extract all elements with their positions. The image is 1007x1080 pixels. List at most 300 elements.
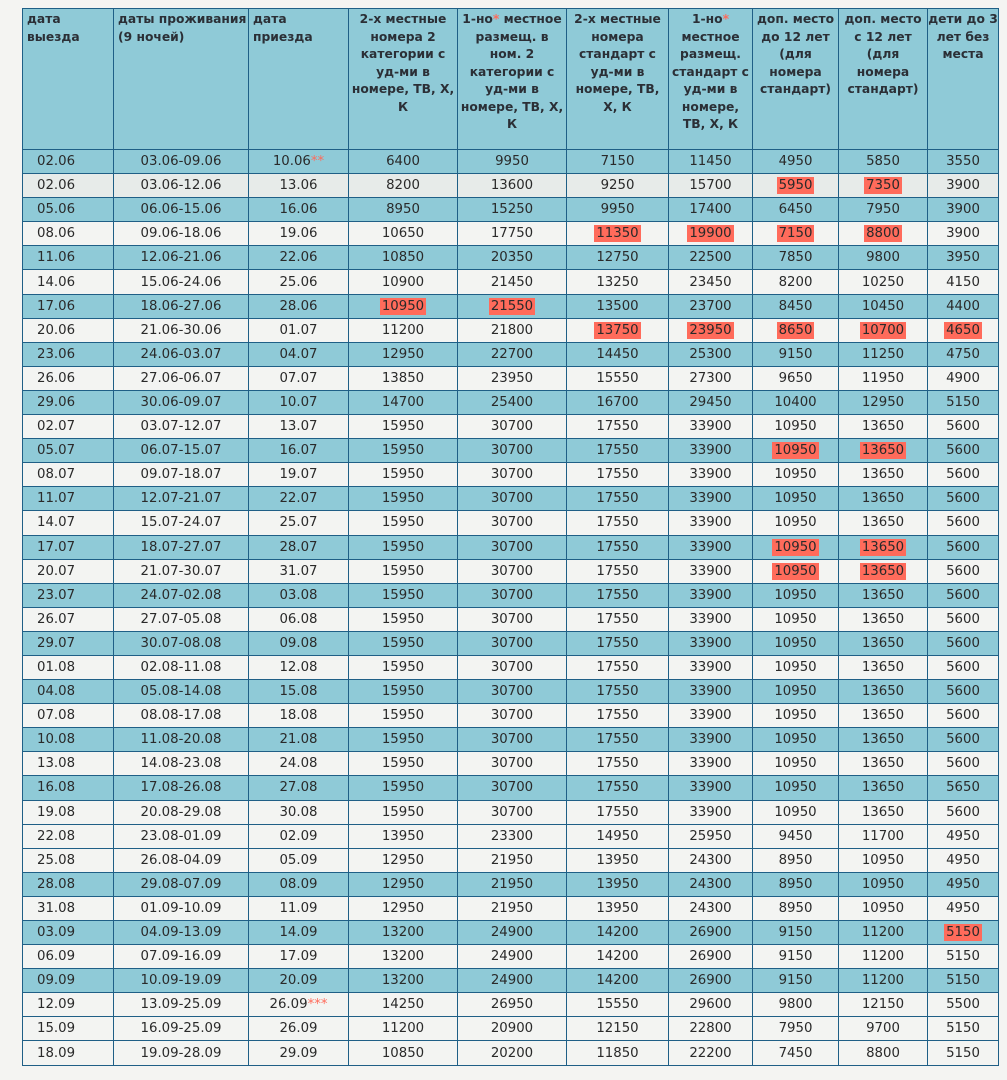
cell-extra-bed-over-12: 11950 [839,366,928,390]
cell-arrival-date: 27.08 [249,776,349,800]
cell-stay-dates: 18.07-27.07 [114,535,249,559]
cell-single-cat2: 21950 [458,872,567,896]
cell-arrival-date: 30.08 [249,800,349,824]
table-row [23,174,999,198]
cell-double-standard: 17550 [567,559,669,583]
cell-departure-date: 26.06 [23,366,114,390]
cell-departure-date: 02.06 [23,150,114,174]
cell-arrival-date: 18.08 [249,704,349,728]
cell-single-cat2: 30700 [458,800,567,824]
cell-double-standard: 14450 [567,342,669,366]
cell-arrival-date: 25.06 [249,270,349,294]
cell-single-standard: 33900 [669,583,753,607]
cell-stay-dates: 09.07-18.07 [114,463,249,487]
table-row [23,390,999,414]
cell-single-standard: 33900 [669,439,753,463]
cell-departure-date: 31.08 [23,896,114,920]
cell-departure-date: 29.06 [23,390,114,414]
cell-double-cat2 [349,294,458,318]
cell-extra-bed-over-12: 13650 [839,511,928,535]
highlighted-price: 13650 [861,443,905,459]
cell-single-cat2: 30700 [458,439,567,463]
highlighted-price: 10950 [381,298,425,314]
cell-double-standard: 14950 [567,824,669,848]
table-row [23,463,999,487]
cell-double-standard: 12750 [567,246,669,270]
cell-double-standard: 12150 [567,1017,669,1041]
cell-extra-bed-over-12: 8800 [839,1041,928,1065]
cell-single-cat2: 30700 [458,728,567,752]
cell-children-under-3 [928,921,999,945]
cell-single-cat2: 30700 [458,535,567,559]
cell-extra-bed-over-12: 11200 [839,921,928,945]
cell-double-cat2: 15950 [349,487,458,511]
cell-children-under-3: 3900 [928,222,999,246]
cell-departure-date: 07.08 [23,704,114,728]
cell-single-standard: 29600 [669,993,753,1017]
table-row [23,607,999,631]
cell-arrival-date: 28.06 [249,294,349,318]
cell-departure-date: 06.09 [23,945,114,969]
cell-children-under-3: 4900 [928,366,999,390]
cell-departure-date: 11.06 [23,246,114,270]
cell-extra-bed-over-12 [839,222,928,246]
cell-departure-date: 17.07 [23,535,114,559]
cell-arrival-date: 16.07 [249,439,349,463]
cell-single-cat2: 30700 [458,607,567,631]
highlighted-price: 23950 [689,322,732,338]
cell-single-cat2: 17750 [458,222,567,246]
cell-stay-dates: 06.06-15.06 [114,198,249,222]
cell-children-under-3: 3950 [928,246,999,270]
cell-double-standard: 17550 [567,511,669,535]
cell-double-cat2: 13200 [349,945,458,969]
cell-departure-date: 14.06 [23,270,114,294]
cell-arrival-date: 19.06 [249,222,349,246]
cell-extra-bed-over-12: 12150 [839,993,928,1017]
cell-double-standard: 15550 [567,993,669,1017]
cell-children-under-3: 5500 [928,993,999,1017]
cell-extra-bed-over-12: 10950 [839,896,928,920]
cell-departure-date: 03.09 [23,921,114,945]
cell-single-standard [669,222,753,246]
cell-extra-bed-under-12: 10950 [753,800,839,824]
cell-single-standard: 26900 [669,969,753,993]
table-row [23,752,999,776]
table-row [23,993,999,1017]
cell-departure-date: 10.08 [23,728,114,752]
cell-extra-bed-under-12: 10950 [753,487,839,511]
cell-arrival-date: 11.09 [249,896,349,920]
cell-extra-bed-over-12: 13650 [839,704,928,728]
highlighted-price: 21550 [490,298,534,314]
cell-arrival-date: 25.07 [249,511,349,535]
cell-double-cat2: 11200 [349,1017,458,1041]
cell-double-standard: 17550 [567,752,669,776]
cell-double-standard [567,318,669,342]
cell-double-cat2: 15950 [349,752,458,776]
highlighted-price: 7350 [866,178,900,194]
cell-children-under-3: 5150 [928,945,999,969]
cell-double-standard: 17550 [567,487,669,511]
cell-extra-bed-over-12: 10450 [839,294,928,318]
cell-extra-bed-over-12: 13650 [839,631,928,655]
cell-children-under-3: 4950 [928,872,999,896]
cell-extra-bed-under-12: 6450 [753,198,839,222]
cell-departure-date: 01.08 [23,655,114,679]
cell-departure-date: 14.07 [23,511,114,535]
cell-extra-bed-over-12: 5850 [839,150,928,174]
cell-children-under-3: 5600 [928,631,999,655]
cell-departure-date: 08.06 [23,222,114,246]
cell-extra-bed-over-12: 13650 [839,728,928,752]
cell-arrival-date: 10.06** [249,150,349,174]
table-row [23,366,999,390]
cell-extra-bed-over-12: 11200 [839,945,928,969]
cell-single-cat2: 20200 [458,1041,567,1065]
cell-extra-bed-over-12: 11700 [839,824,928,848]
cell-extra-bed-over-12: 13650 [839,752,928,776]
cell-extra-bed-over-12: 10250 [839,270,928,294]
cell-double-cat2: 10850 [349,1041,458,1065]
table-row [23,776,999,800]
table-row [23,198,999,222]
header-stay-dates: даты проживания (9 ночей) [114,9,249,150]
highlighted-price: 13750 [596,322,639,338]
cell-extra-bed-over-12 [839,535,928,559]
cell-double-cat2: 12950 [349,896,458,920]
cell-children-under-3: 3900 [928,174,999,198]
cell-double-standard: 17550 [567,728,669,752]
cell-extra-bed-under-12: 4950 [753,150,839,174]
cell-double-standard: 13950 [567,848,669,872]
cell-children-under-3: 4400 [928,294,999,318]
cell-children-under-3: 3900 [928,198,999,222]
cell-stay-dates: 12.06-21.06 [114,246,249,270]
cell-single-standard: 23700 [669,294,753,318]
cell-extra-bed-under-12: 10950 [753,680,839,704]
cell-extra-bed-over-12: 13650 [839,607,928,631]
cell-stay-dates: 14.08-23.08 [114,752,249,776]
cell-single-standard: 25300 [669,342,753,366]
table-row [23,945,999,969]
cell-stay-dates: 21.07-30.07 [114,559,249,583]
cell-departure-date: 25.08 [23,848,114,872]
highlighted-price: 10950 [774,539,817,555]
cell-arrival-date: 03.08 [249,583,349,607]
cell-extra-bed-under-12 [753,222,839,246]
cell-extra-bed-under-12: 7950 [753,1017,839,1041]
cell-single-standard: 33900 [669,800,753,824]
cell-extra-bed-under-12: 9150 [753,921,839,945]
cell-arrival-date: 09.08 [249,631,349,655]
cell-extra-bed-over-12 [839,174,928,198]
cell-single-cat2: 23300 [458,824,567,848]
cell-extra-bed-over-12: 13650 [839,655,928,679]
cell-children-under-3: 4750 [928,342,999,366]
cell-departure-date: 11.07 [23,487,114,511]
cell-extra-bed-under-12: 10950 [753,607,839,631]
cell-single-standard: 33900 [669,415,753,439]
cell-double-standard: 17550 [567,631,669,655]
cell-stay-dates: 15.07-24.07 [114,511,249,535]
cell-single-cat2: 24900 [458,921,567,945]
cell-single-standard: 22800 [669,1017,753,1041]
cell-children-under-3: 4150 [928,270,999,294]
table-row [23,150,999,174]
table-row [23,872,999,896]
cell-double-standard: 13950 [567,896,669,920]
cell-single-cat2: 30700 [458,511,567,535]
cell-double-standard [567,222,669,246]
cell-extra-bed-over-12: 9800 [839,246,928,270]
cell-departure-date: 05.06 [23,198,114,222]
highlighted-price: 11350 [596,226,639,242]
highlighted-price: 13650 [861,563,905,579]
cell-double-standard: 14200 [567,969,669,993]
cell-single-standard: 33900 [669,776,753,800]
cell-single-cat2: 20350 [458,246,567,270]
cell-single-standard [669,318,753,342]
cell-double-cat2: 14250 [349,993,458,1017]
cell-double-standard: 17550 [567,535,669,559]
cell-double-cat2: 15950 [349,511,458,535]
table-row [23,559,999,583]
cell-extra-bed-under-12: 8200 [753,270,839,294]
cell-extra-bed-under-12 [753,318,839,342]
cell-single-cat2: 30700 [458,776,567,800]
cell-children-under-3: 5600 [928,487,999,511]
price-table-container [22,8,1000,1066]
cell-stay-dates: 05.08-14.08 [114,680,249,704]
cell-double-cat2: 13200 [349,921,458,945]
table-row [23,1017,999,1041]
cell-single-cat2: 21800 [458,318,567,342]
cell-single-cat2: 24900 [458,945,567,969]
table-row [23,969,999,993]
cell-arrival-date: 12.08 [249,655,349,679]
cell-single-standard: 24300 [669,872,753,896]
cell-extra-bed-over-12: 10950 [839,872,928,896]
cell-departure-date: 04.08 [23,680,114,704]
cell-single-standard: 25950 [669,824,753,848]
price-table-body [23,150,999,1066]
cell-arrival-date: 26.09*** [249,993,349,1017]
cell-single-standard: 33900 [669,487,753,511]
cell-arrival-date: 06.08 [249,607,349,631]
cell-double-standard: 17550 [567,583,669,607]
cell-single-standard: 33900 [669,607,753,631]
cell-double-cat2: 15950 [349,776,458,800]
highlighted-price: 10950 [774,443,817,459]
cell-children-under-3: 5600 [928,728,999,752]
cell-departure-date: 12.09 [23,993,114,1017]
cell-double-standard: 13500 [567,294,669,318]
header-arrival-date: дата приезда [249,9,349,150]
table-row [23,511,999,535]
cell-extra-bed-over-12: 13650 [839,415,928,439]
cell-arrival-date: 28.07 [249,535,349,559]
cell-extra-bed-under-12: 10950 [753,631,839,655]
cell-extra-bed-under-12: 10950 [753,704,839,728]
cell-extra-bed-over-12 [839,318,928,342]
cell-extra-bed-under-12: 9150 [753,945,839,969]
cell-arrival-date: 05.09 [249,848,349,872]
cell-double-standard: 9950 [567,198,669,222]
cell-double-standard: 9250 [567,174,669,198]
cell-children-under-3: 5600 [928,607,999,631]
cell-extra-bed-under-12: 9450 [753,824,839,848]
cell-children-under-3: 4950 [928,848,999,872]
cell-double-standard: 17550 [567,680,669,704]
cell-single-cat2: 30700 [458,752,567,776]
header-double-cat2: 2-х местные номера 2 категории с уд-ми в номере, ТВ, Х, К [349,9,458,150]
cell-stay-dates: 02.08-11.08 [114,655,249,679]
cell-children-under-3: 5150 [928,969,999,993]
table-row [23,824,999,848]
cell-stay-dates: 07.09-16.09 [114,945,249,969]
table-row [23,800,999,824]
cell-double-cat2: 10900 [349,270,458,294]
cell-extra-bed-over-12: 13650 [839,680,928,704]
cell-single-standard: 23450 [669,270,753,294]
cell-single-cat2: 30700 [458,631,567,655]
cell-double-cat2: 15950 [349,583,458,607]
cell-arrival-date: 02.09 [249,824,349,848]
header-row [23,9,999,150]
cell-single-standard: 22200 [669,1041,753,1065]
header-departure-date: дата выезда [23,9,114,150]
cell-single-cat2: 30700 [458,463,567,487]
cell-double-cat2: 10650 [349,222,458,246]
cell-stay-dates: 30.06-09.07 [114,390,249,414]
header-double-standard: 2-х местные номера стандарт с уд-ми в номере, ТВ, Х, К [567,9,669,150]
cell-departure-date: 20.07 [23,559,114,583]
cell-stay-dates: 09.06-18.06 [114,222,249,246]
cell-extra-bed-over-12: 13650 [839,487,928,511]
cell-extra-bed-under-12: 8950 [753,872,839,896]
cell-arrival-date: 24.08 [249,752,349,776]
cell-double-standard: 16700 [567,390,669,414]
cell-stay-dates: 13.09-25.09 [114,993,249,1017]
cell-extra-bed-under-12: 9150 [753,969,839,993]
cell-arrival-date: 16.06 [249,198,349,222]
cell-extra-bed-over-12: 9700 [839,1017,928,1041]
cell-double-standard: 17550 [567,607,669,631]
cell-single-standard: 33900 [669,559,753,583]
highlighted-price: 4650 [946,322,980,338]
cell-double-cat2: 15950 [349,559,458,583]
table-row [23,583,999,607]
cell-single-cat2: 24900 [458,969,567,993]
cell-extra-bed-under-12: 8450 [753,294,839,318]
cell-departure-date: 23.06 [23,342,114,366]
highlighted-price: 7150 [778,226,813,242]
cell-arrival-date: 29.09 [249,1041,349,1065]
cell-extra-bed-under-12: 9800 [753,993,839,1017]
cell-single-cat2: 30700 [458,487,567,511]
footnote-asterisk: * [722,12,730,26]
table-row [23,896,999,920]
highlighted-price: 19900 [689,226,732,242]
cell-double-standard: 17550 [567,704,669,728]
cell-departure-date: 02.06 [23,174,114,198]
cell-extra-bed-under-12: 10950 [753,511,839,535]
cell-double-standard: 17550 [567,415,669,439]
cell-single-cat2: 21950 [458,848,567,872]
table-row [23,342,999,366]
cell-extra-bed-under-12 [753,439,839,463]
cell-single-cat2 [458,294,567,318]
cell-children-under-3: 5600 [928,415,999,439]
header-extra-bed-under-12: доп. место до 12 лет (для номера стандарт) [753,9,839,150]
cell-single-standard: 26900 [669,945,753,969]
cell-departure-date: 16.08 [23,776,114,800]
cell-single-standard: 26900 [669,921,753,945]
cell-arrival-date: 14.09 [249,921,349,945]
cell-double-standard: 17550 [567,655,669,679]
cell-extra-bed-under-12: 10950 [753,463,839,487]
cell-departure-date: 05.07 [23,439,114,463]
cell-departure-date: 09.09 [23,969,114,993]
cell-double-cat2: 12950 [349,342,458,366]
cell-single-cat2: 15250 [458,198,567,222]
highlighted-price: 13650 [861,539,905,555]
header-single-standard: 1-но* местное размещ. стандарт с уд-ми в номере, ТВ, Х, К [669,9,753,150]
cell-double-cat2: 11200 [349,318,458,342]
cell-arrival-date: 17.09 [249,945,349,969]
cell-single-standard: 33900 [669,752,753,776]
cell-double-cat2: 10850 [349,246,458,270]
cell-extra-bed-over-12: 13650 [839,583,928,607]
cell-single-standard: 15700 [669,174,753,198]
cell-departure-date: 22.08 [23,824,114,848]
highlighted-price: 10700 [861,322,905,338]
cell-children-under-3: 5600 [928,752,999,776]
cell-double-standard: 17550 [567,776,669,800]
table-row [23,246,999,270]
cell-departure-date: 28.08 [23,872,114,896]
footnote-asterisk: * [492,12,500,26]
cell-children-under-3: 5650 [928,776,999,800]
table-row [23,1041,999,1065]
cell-departure-date: 15.09 [23,1017,114,1041]
cell-children-under-3: 5150 [928,390,999,414]
cell-extra-bed-under-12: 9650 [753,366,839,390]
cell-double-cat2: 15950 [349,631,458,655]
footnote-asterisk: ** [310,154,325,170]
cell-single-standard: 11450 [669,150,753,174]
cell-extra-bed-over-12: 11200 [839,969,928,993]
cell-double-cat2: 15950 [349,439,458,463]
cell-extra-bed-over-12: 10950 [839,848,928,872]
cell-extra-bed-under-12: 7850 [753,246,839,270]
cell-arrival-date: 19.07 [249,463,349,487]
highlighted-price: 8650 [778,322,813,338]
cell-extra-bed-under-12: 9150 [753,342,839,366]
cell-stay-dates: 06.07-15.07 [114,439,249,463]
cell-single-standard: 22500 [669,246,753,270]
cell-double-cat2: 12950 [349,872,458,896]
cell-children-under-3: 5600 [928,559,999,583]
cell-double-cat2: 15950 [349,728,458,752]
cell-double-standard: 15550 [567,366,669,390]
cell-departure-date: 23.07 [23,583,114,607]
cell-children-under-3: 5600 [928,704,999,728]
cell-arrival-date: 26.09 [249,1017,349,1041]
cell-stay-dates: 12.07-21.07 [114,487,249,511]
cell-stay-dates: 24.06-03.07 [114,342,249,366]
